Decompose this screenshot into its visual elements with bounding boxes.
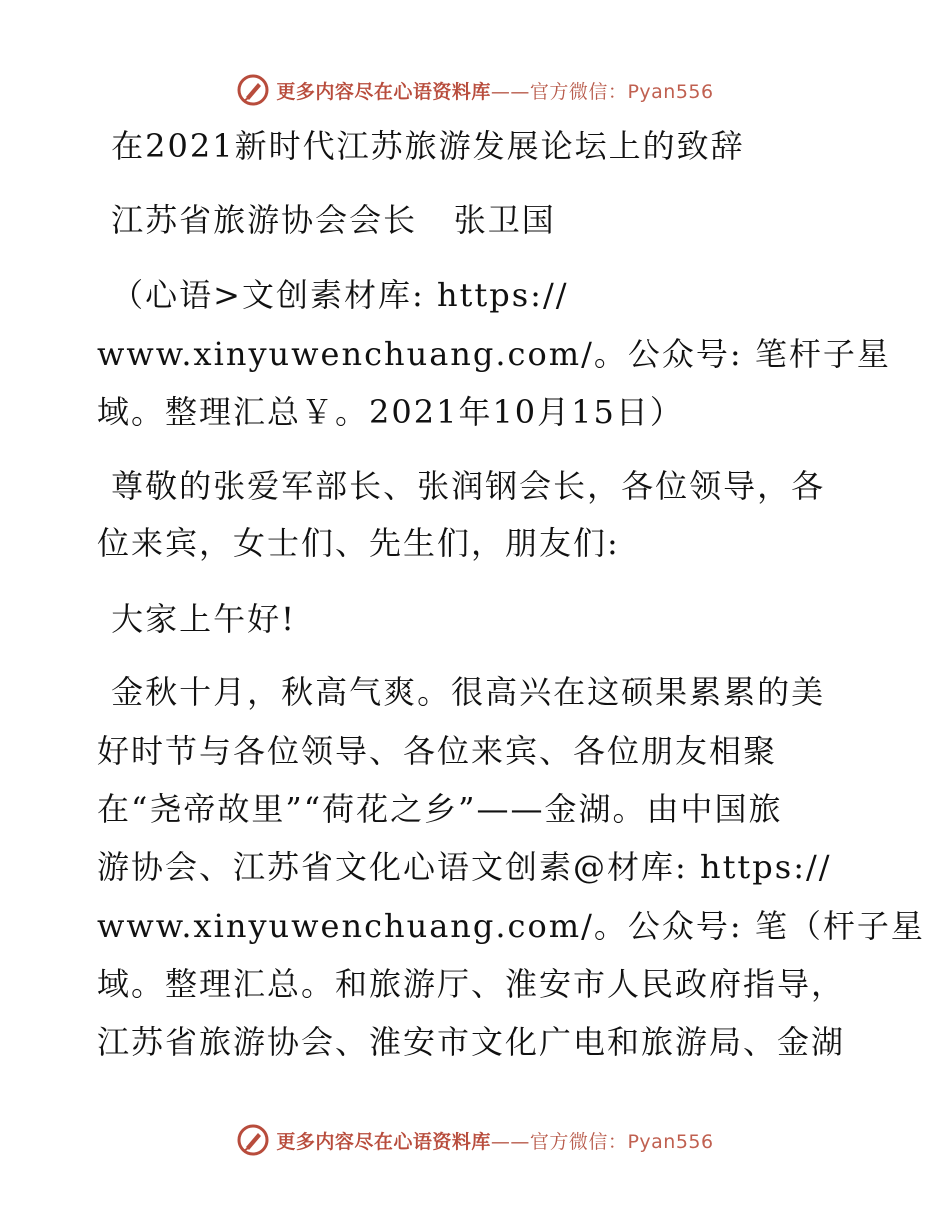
footer-banner xyxy=(0,1120,950,1160)
doc-line: www.xinyuwenchuang.com/。公众号: 笔（杆子星 xyxy=(97,907,925,945)
banner-wechat-id: Pyan556 xyxy=(627,1130,714,1153)
doc-line: 域。整理汇总￥。2021年10月15日） xyxy=(97,393,684,431)
doc-line: 在“尧帝故里”“荷花之乡”——金湖。由中国旅 xyxy=(97,790,783,828)
pen-logo-icon xyxy=(236,1123,270,1157)
doc-line: 好时节与各位领导、各位来宾、各位朋友相聚 xyxy=(97,732,778,770)
doc-line: www.xinyuwenchuang.com/。公众号: 笔杆子星 xyxy=(97,335,891,373)
doc-line: 大家上午好! xyxy=(99,600,297,638)
banner-separator-text: ——官方微信： xyxy=(490,1130,628,1153)
doc-line: 金秋十月，秋高气爽。很高兴在这硕果累累的美 xyxy=(99,673,826,711)
header-banner xyxy=(0,70,950,110)
doc-line: 域。整理汇总。和旅游厅、淮安市人民政府指导， xyxy=(97,965,846,1003)
doc-line: 江苏省旅游协会、淮安市文化广电和旅游局、金湖 xyxy=(97,1023,846,1061)
doc-title: 在2021新时代江苏旅游发展论坛上的致辞 xyxy=(99,127,745,165)
banner-main-text: 更多内容尽在心语资料库 xyxy=(276,80,491,103)
doc-line: 位来宾，女士们、先生们，朋友们: xyxy=(97,524,620,562)
banner-wechat-id: Pyan556 xyxy=(627,80,714,103)
doc-line: 尊敬的张爱军部长、张润钢会长，各位领导，各 xyxy=(99,467,826,505)
doc-line: （心语>文创素材库: https:// xyxy=(99,276,569,314)
pen-logo-icon xyxy=(236,73,270,107)
doc-author: 江苏省旅游协会会长 张卫国 xyxy=(99,201,556,239)
banner-main-text: 更多内容尽在心语资料库 xyxy=(276,1130,491,1153)
doc-line: 游协会、江苏省文化心语文创素@材库: https:// xyxy=(97,848,832,886)
banner-separator-text: ——官方微信： xyxy=(490,80,628,103)
